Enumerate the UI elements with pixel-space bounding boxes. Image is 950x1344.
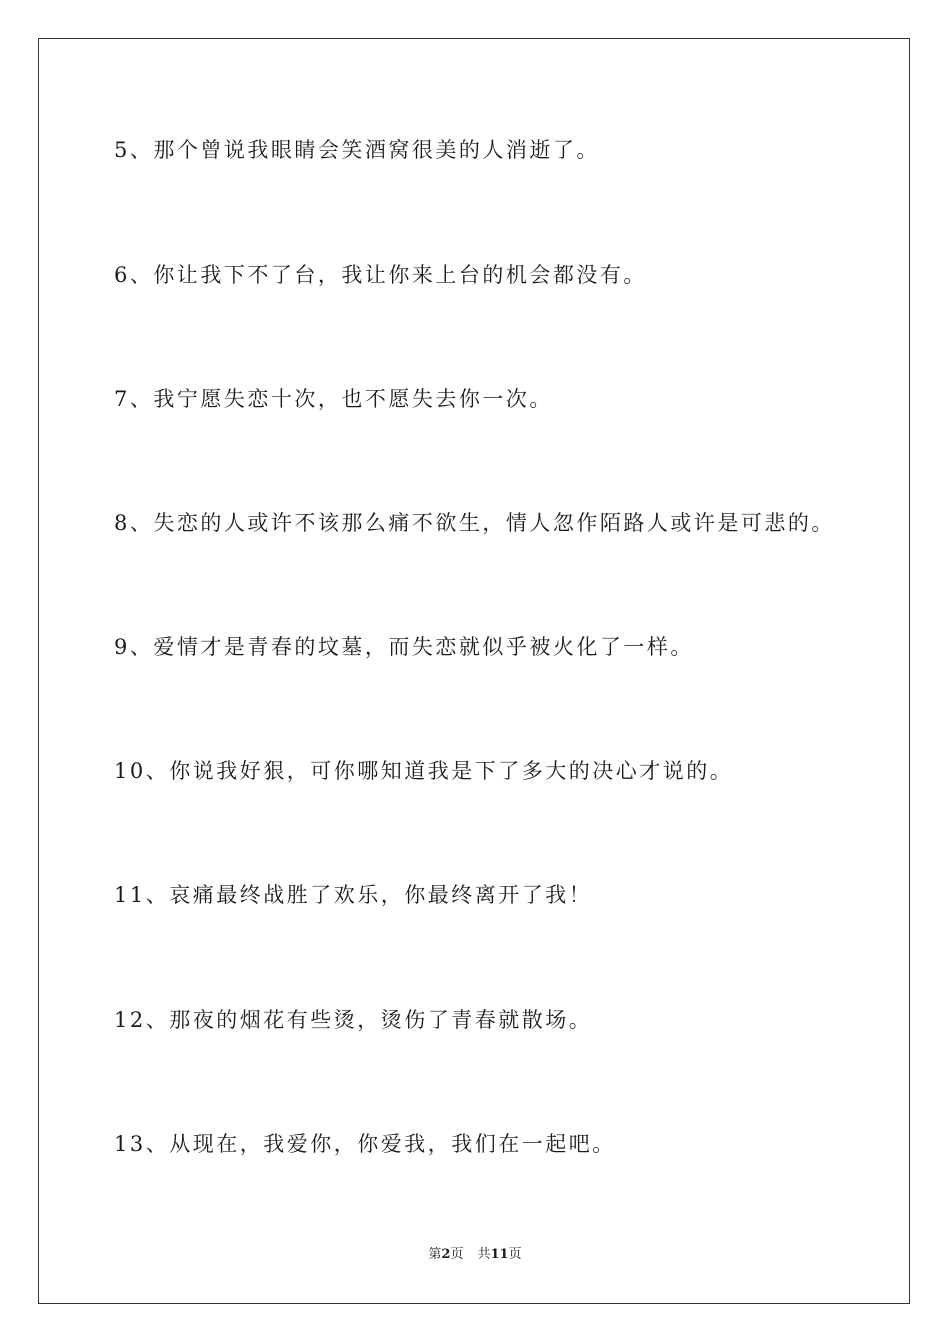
text-line-6: 6、你让我下不了台，我让你来上台的机会都没有。 [114,263,647,287]
text-line-8: 8、失恋的人或许不该那么痛不欲生，情人忽作陌路人或许是可悲的。 [114,511,835,535]
page-footer [0,1246,950,1264]
text-line-5: 5、那个曾说我眼睛会笑酒窝很美的人消逝了。 [114,138,600,162]
text-line-10: 10、你说我好狠，可你哪知道我是下了多大的决心才说的。 [114,759,734,783]
text-line-12: 12、那夜的烟花有些烫，烫伤了青春就散场。 [114,1008,593,1032]
footer-page-prefix: 第 [428,1247,442,1262]
footer-page-suffix: 页 [450,1247,464,1262]
page-border [38,38,910,1304]
footer-total-pages: 11 [490,1247,509,1262]
footer-page-number: 2 [441,1247,451,1262]
text-line-9: 9、爱情才是青春的坟墓，而失恋就似乎被火化了一样。 [114,635,694,659]
footer-total-suffix: 页 [508,1247,522,1262]
text-line-11: 11、哀痛最终战胜了欢乐，你最终离开了我！ [114,883,593,907]
text-line-7: 7、我宁愿失恋十次，也不愿失去你一次。 [114,387,553,411]
footer-total-prefix: 共 [477,1247,491,1262]
text-line-13: 13、从现在，我爱你，你爱我，我们在一起吧。 [114,1132,616,1156]
